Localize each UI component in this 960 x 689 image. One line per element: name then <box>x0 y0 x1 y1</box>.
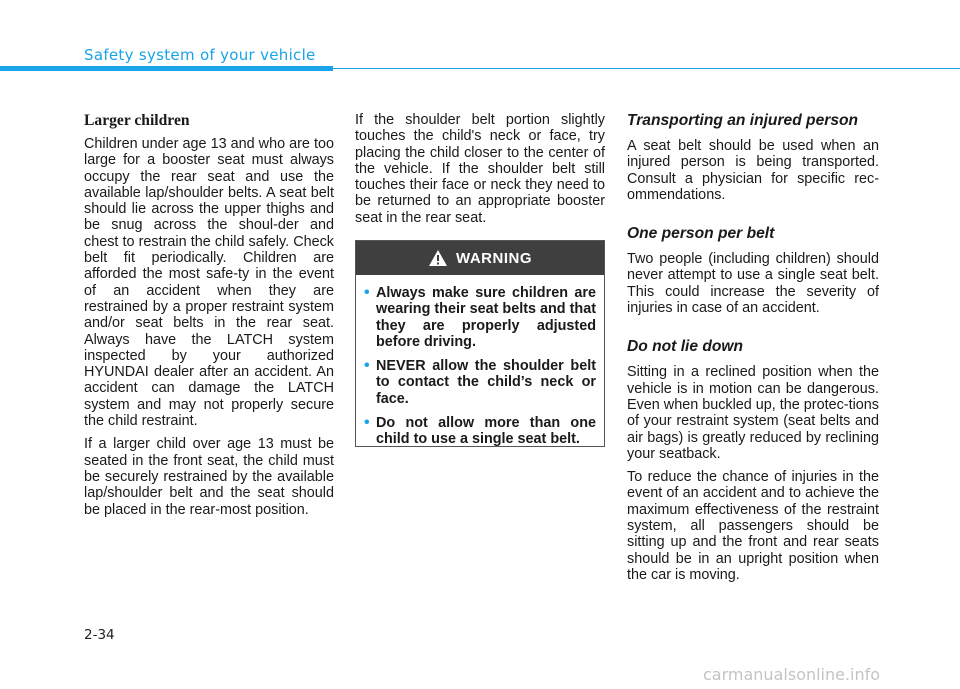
warning-triangle-icon <box>428 249 448 267</box>
watermark: carmanualsonline.info <box>703 665 881 684</box>
warning-item <box>364 358 596 407</box>
warning-box <box>355 240 605 447</box>
warning-item <box>364 285 596 350</box>
warning-item-text: NEVER allow the shoulder belt to contact the child’s neck or face. <box>376 358 596 407</box>
paragraph-shoulder-belt: If the shoulder belt portion slightly touches the child's neck or face, try placing the child closer to the center of the vehicle. If the shoulder belt still touches their face or neck they need to be returned to an appropriate booster seat in the rear seat. <box>355 112 605 226</box>
paragraph-do-not-lie-down-2: To reduce the chance of injuries in the event of an accident and to achieve the maximum effectiveness of the restraint system, all passengers should be sitting up and the front and rear seats should be in an upright position when the car is moving. <box>627 469 879 583</box>
paragraph-one-person-per-belt: Two people (including children) should never attempt to use a single seat belt. This could increase the severity of injuries in case of an accident. <box>627 251 879 317</box>
warning-item-text: Do not allow more than one child to use a single seat belt. <box>376 415 596 448</box>
paragraph-larger-children-2: If a larger child over age 13 must be seated in the front seat, the child must be securely restrained by the available lap/shoulder belt and the seat should be placed in the rear-most position. <box>84 436 334 518</box>
column-middle <box>355 112 605 233</box>
warning-item <box>364 415 596 448</box>
column-left <box>84 112 334 525</box>
bullet-icon: • <box>364 284 370 301</box>
paragraph-transporting-injured: A seat belt should be used when an injured person is being transported. Consult a physician for specific rec-ommendations. <box>627 138 879 203</box>
warning-header <box>356 241 604 275</box>
column-right <box>627 112 879 590</box>
heading-do-not-lie-down: Do not lie down <box>627 338 744 356</box>
section-title: Safety system of your vehicle <box>84 46 316 64</box>
heading-transporting-injured: Transporting an injured person <box>627 112 859 129</box>
bullet-icon: • <box>364 357 370 375</box>
warning-title: WARNING <box>456 249 532 267</box>
page-number: 2-34 <box>84 627 115 643</box>
paragraph-larger-children-1: Children under age 13 and who are too large for a booster seat must always occupy the rear seat and use the available lap/shoulder belts. A seat belt should lie across the upper thighs and be snug across the shoul-der and chest to restrain the child safely. Check belt fit periodically. Children are afforded the most safe-ty in the event of an accident when they are restrained by a proper restraint system and/or seat belts in the rear seat. Always have the LATCH system inspected by your authorized HYUNDAI dealer after an accident. An accident can damage the LATCH system and may not properly secure the child restraint. <box>84 136 334 430</box>
paragraph-do-not-lie-down-1: Sitting in a reclined position when the vehicle is in motion can be dangerous. Even when buckled up, the protec-tions of your restraint system (seat belts and air bags) is greatly reduced by reclining your seatback. <box>627 364 879 462</box>
heading-one-person-per-belt: One person per belt <box>627 225 775 243</box>
bullet-icon: • <box>364 414 370 432</box>
warning-item-text: Always make sure children are wearing their seat belts and that they are properly adjusted before driving. <box>376 285 596 350</box>
header-accent-bar <box>0 66 333 71</box>
header-rule <box>333 68 960 69</box>
heading-larger-children: Larger children <box>84 112 190 129</box>
